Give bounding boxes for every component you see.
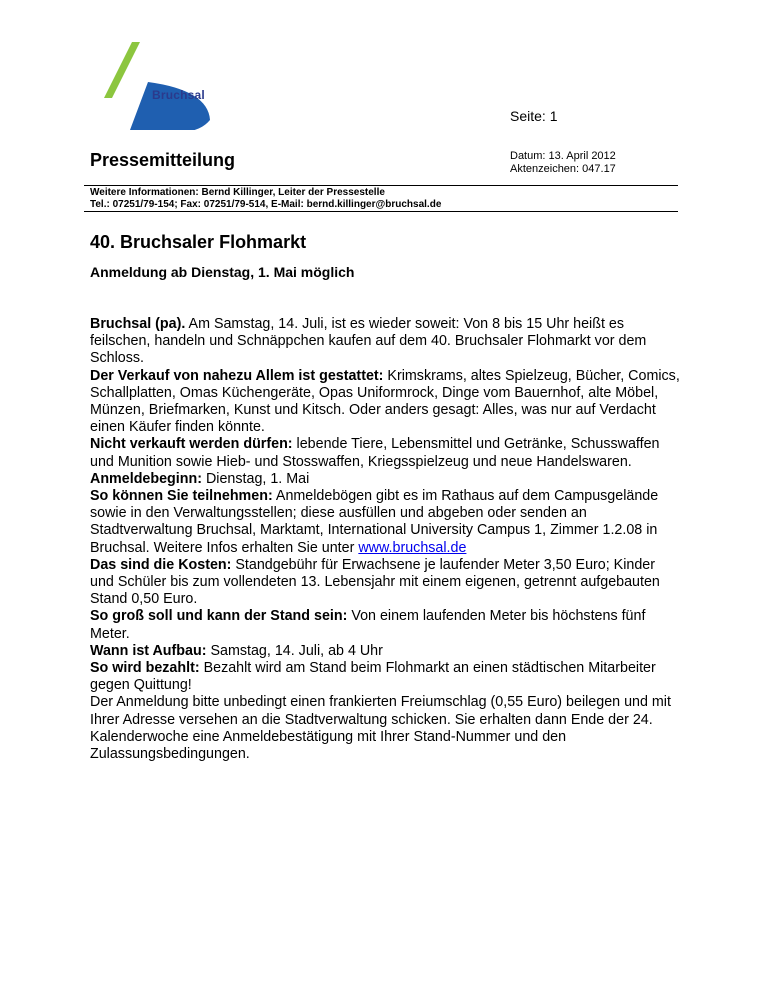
- paragraph-text: Anmeldebögen gibt es im Rathaus auf dem Campusgelände sowie in den Verwaltungsstellen; diese ausfüllen und abgeben oder senden an Stadtverwaltung Bruchsal, Marktamt, International University Campus 1, Zimmer 1.2.08 in Bruchsal. Weitere Infos erhalten Sie unter: [90, 488, 659, 556]
- paragraph-lead: Anmeldebeginn:: [90, 470, 202, 487]
- paragraph-intro: [90, 316, 682, 368]
- paragraph-payment: [90, 660, 682, 694]
- logo-text: Bruchsal: [152, 88, 205, 102]
- logo-green-stripe: [104, 42, 140, 98]
- page-number: Seite: 1: [510, 108, 558, 124]
- logo-graphic: [90, 40, 215, 130]
- website-link[interactable]: www.bruchsal.de: [358, 539, 467, 556]
- divider-top: [84, 185, 678, 186]
- paragraph-allowed: [90, 368, 682, 437]
- article-headline: 40. Bruchsaler Flohmarkt: [90, 232, 307, 252]
- paragraph-lead: Nicht verkauft werden dürfen:: [90, 436, 293, 453]
- paragraph-lead: Bruchsal (pa).: [90, 316, 186, 332]
- paragraph-text: Samstag, 14. Juli, ab 4 Uhr: [206, 642, 383, 659]
- paragraph-text: Dienstag, 1. Mai: [202, 470, 310, 487]
- paragraph-forbidden: [90, 436, 682, 470]
- document-title: Pressemitteilung: [90, 150, 236, 170]
- contact-line-2: Tel.: 07251/79-154; Fax: 07251/79-514, E-Mail: bernd.killinger@bruchsal.de: [90, 199, 442, 210]
- paragraph-lead: Der Verkauf von nahezu Allem ist gestattet:: [90, 367, 384, 384]
- divider-bottom: [84, 211, 678, 212]
- contact-info: [90, 187, 441, 211]
- date-line: Datum: 13. April 2012: [510, 150, 616, 162]
- paragraph-participation: [90, 488, 682, 557]
- contact-line-1: Weitere Informationen: Bernd Killinger, Leiter der Pressestelle: [90, 187, 385, 198]
- article-subheadline: Anmeldung ab Dienstag, 1. Mai möglich: [90, 264, 355, 280]
- paragraph-registration-start: [90, 471, 682, 488]
- paragraph-costs: [90, 557, 682, 609]
- paragraph-lead: So können Sie teilnehmen:: [90, 488, 273, 505]
- paragraph-text: lebende Tiere, Lebensmittel und Getränke, Schusswaffen und Munition sowie Hieb- und Stosswaffen, Kriegsspielzeug und neue Handelswaren.: [90, 436, 660, 470]
- paragraph-text: Krimskrams, altes Spielzeug, Bücher, Comics, Schallplatten, Omas Küchengeräte, Opas Uniformrock, Dinge vom Bauernhof, alte Möbel, Münzen, Briefmarken, Kunst und Kitsch. Oder anders gesagt: Alles, was nur auf Verdacht einen Käufer finden könnte.: [90, 367, 680, 436]
- paragraph-text: Von einem laufenden Meter bis höchstens fünf Meter.: [90, 608, 646, 642]
- article-body: [90, 316, 682, 763]
- paragraph-lead: Wann ist Aufbau:: [90, 642, 207, 659]
- paragraph-text: Standgebühr für Erwachsene je laufender Meter 3,50 Euro; Kinder und Schüler bis zum vollendeten 13. Lebensjahr mit einem eigenen, getrennt aufgebauten Stand 0,50 Euro.: [90, 556, 660, 608]
- paragraph-stand-size: [90, 608, 682, 642]
- paragraph-text: Bezahlt wird am Stand beim Flohmarkt an einen städtischen Mitarbeiter gegen Quittung!: [90, 660, 656, 694]
- paragraph-closing: Der Anmeldung bitte unbedingt einen frankierten Freiumschlag (0,55 Euro) beilegen und mit Ihrer Adresse versehen an die Stadtverwaltung schicken. Sie erhalten dann Ende der 24. Kalenderwoche eine Anmeldebestätigung mit Ihrer Stand-Nummer und den Zulassungsbedingungen.: [90, 694, 671, 763]
- paragraph-lead: Das sind die Kosten:: [90, 556, 232, 573]
- reference-line: Aktenzeichen: 047.17: [510, 163, 616, 175]
- paragraph-lead: So wird bezahlt:: [90, 660, 200, 677]
- paragraph-text: Am Samstag, 14. Juli, ist es wieder soweit: Von 8 bis 15 Uhr heißt es feilschen, handeln und Schnäppchen kaufen auf dem 40. Bruchsaler Flohmarkt vor dem Schloss.: [90, 316, 647, 367]
- document-meta: [510, 150, 616, 176]
- paragraph-setup: [90, 643, 682, 660]
- paragraph-lead: So groß soll und kann der Stand sein:: [90, 608, 348, 625]
